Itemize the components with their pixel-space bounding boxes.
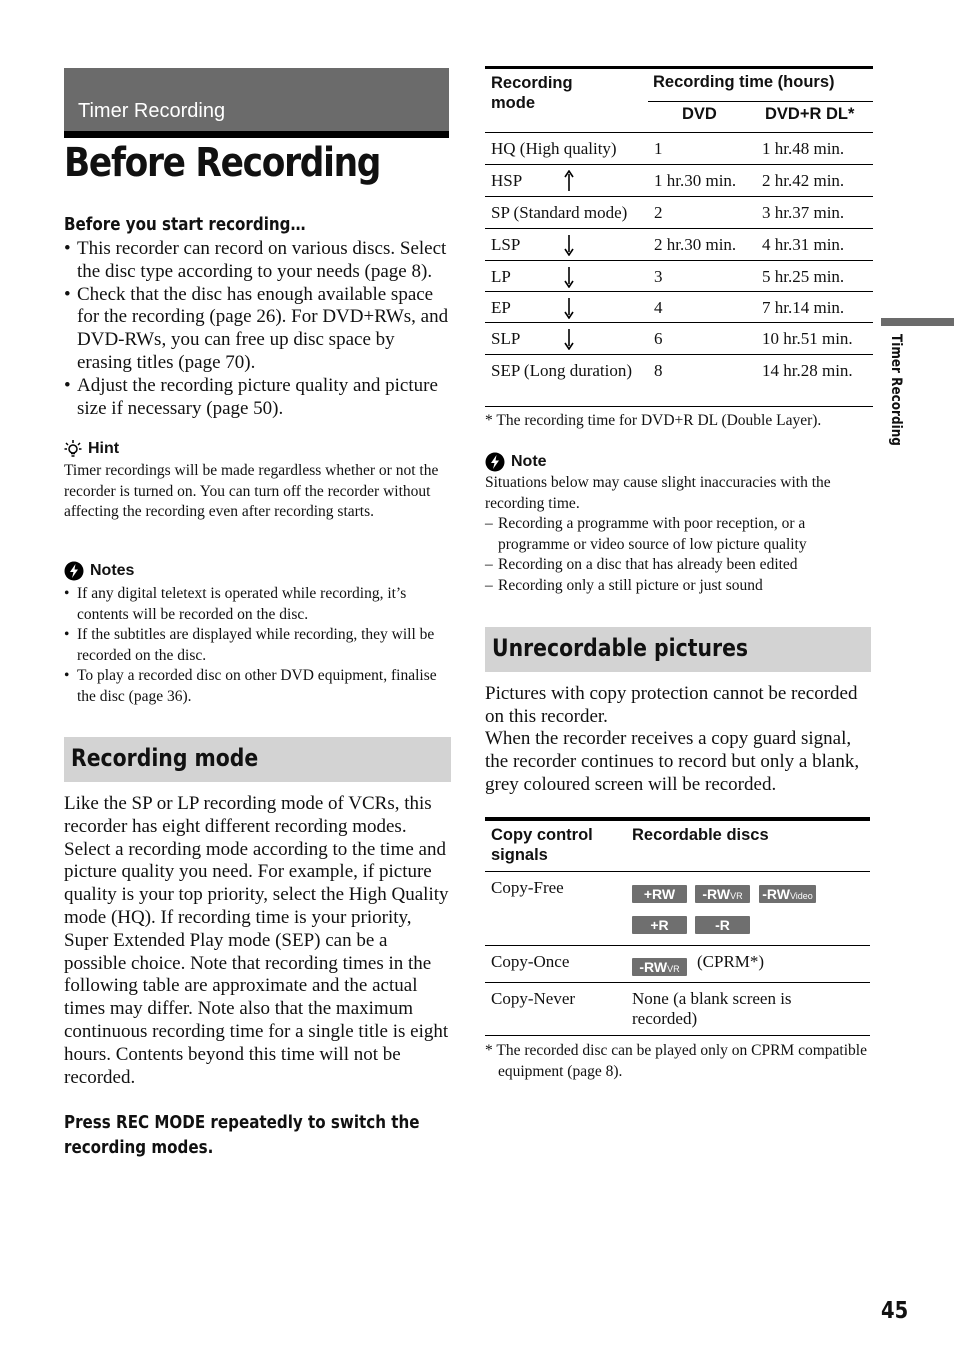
header-divider (648, 101, 873, 102)
dvd-time-cell: 2 (654, 203, 663, 222)
recording-time-table (485, 66, 873, 407)
col-dvd-r-dl: DVD+R DL* (765, 105, 855, 123)
unrecordable-heading: Unrecordable pictures (492, 634, 749, 662)
table-body (485, 133, 873, 407)
col-recording-mode: Recording mode (491, 74, 573, 112)
list-item: • This recorder can record on various discs. Select the disc type according to your needs (page 8). (64, 238, 450, 284)
discs-cell: (CPRM*) (697, 952, 765, 971)
copy-table-footnote: * The recorded disc can be played only on CPRM compatible equipment (page 8). (485, 1042, 867, 1080)
dvd-time-cell: 8 (654, 361, 663, 380)
arrow-up-icon (563, 170, 575, 192)
table-header (485, 69, 873, 133)
warning-icon (485, 452, 505, 472)
mode-cell: HQ (High quality) (491, 139, 617, 158)
col-recording-time: Recording time (hours) (653, 73, 835, 91)
rec-mode-instruction: Press REC MODE repeatedly to switch the recording modes. (64, 1112, 420, 1158)
hint-label: Hint (88, 440, 120, 457)
table-row (485, 323, 873, 355)
plus-r-logo: +R (632, 916, 687, 934)
dl-time-cell: 3 hr.37 min. (762, 203, 845, 222)
lightbulb-icon (64, 439, 82, 459)
notes-label: Notes (90, 562, 135, 579)
table-row (485, 261, 873, 292)
list-item: • If the subtitles are displayed while recording, they will be recorded on the disc. (64, 625, 450, 666)
arrow-down-icon (563, 328, 575, 350)
table-row (485, 355, 873, 407)
dl-time-cell: 2 hr.42 min. (762, 171, 845, 190)
note-list (485, 514, 871, 596)
page-number: 45 (881, 1298, 909, 1324)
note-label: Note (511, 453, 547, 470)
table-header (485, 821, 870, 872)
dl-time-cell: 7 hr.14 min. (762, 298, 845, 317)
unrecordable-heading-bar (485, 627, 871, 672)
minus-rw-video-logo: -RWVideo (759, 885, 816, 903)
list-item: • To play a recorded disc on other DVD equipment, finalise the disc (page 36). (64, 666, 450, 707)
notes-list (64, 584, 450, 708)
recording-mode-heading: Recording mode (71, 744, 259, 772)
list-item: – Recording on a disc that has already been edited (485, 555, 871, 576)
table-row (485, 229, 873, 261)
minus-rw-vr-logo: -RWVR (695, 885, 750, 903)
mode-cell: LSP (491, 235, 521, 254)
section-rule (64, 131, 449, 138)
copy-control-table (485, 817, 870, 1036)
list-item: – Recording a programme with poor reception, or a programme or video source of low picture quality (485, 514, 871, 555)
table-row (485, 197, 873, 229)
table-row (485, 165, 873, 197)
signal-cell: Copy-Never (491, 989, 576, 1008)
dvd-time-cell: 2 hr.30 min. (654, 235, 737, 254)
dl-time-cell: 10 hr.51 min. (762, 329, 853, 348)
warning-icon (64, 561, 84, 581)
dl-time-cell: 14 hr.28 min. (762, 361, 853, 380)
side-tab-marker (881, 318, 954, 326)
arrow-down-icon (563, 234, 575, 256)
mode-cell: SP (Standard mode) (491, 203, 628, 222)
table-row (485, 872, 870, 946)
list-item: – Recording only a still picture or just sound (485, 576, 871, 597)
mode-cell: LP (491, 267, 511, 286)
signal-cell: Copy-Once (491, 952, 570, 971)
time-table-footnote: * The recording time for DVD+R DL (Double Layer). (485, 412, 822, 429)
table-row (485, 946, 870, 983)
note-intro: Situations below may cause slight inaccuracies with the recording time. (485, 474, 831, 512)
mode-cell: SEP (Long duration) (491, 361, 633, 380)
dl-time-cell: 1 hr.48 min. (762, 139, 845, 158)
unrecordable-paragraph-2: When the recorder receives a copy guard signal, the recorder continues to record but only a blank, grey coloured screen will be recorded. (485, 728, 860, 795)
dvd-time-cell: 1 hr.30 min. (654, 171, 737, 190)
before-start-heading: Before you start recording… (64, 214, 306, 235)
table-row (485, 983, 870, 1036)
dl-time-cell: 4 hr.31 min. (762, 235, 845, 254)
dvd-time-cell: 4 (654, 298, 663, 317)
dl-time-cell: 5 hr.25 min. (762, 267, 845, 286)
arrow-down-icon (563, 297, 575, 319)
mode-cell: SLP (491, 329, 521, 348)
discs-cell: None (a blank screen is recorded) (632, 989, 792, 1028)
dvd-time-cell: 6 (654, 329, 663, 348)
table-row (485, 133, 873, 165)
col-dvd: DVD (682, 105, 717, 123)
recording-mode-heading-bar (64, 737, 451, 782)
col-copy-control-signals: Copy control signals (491, 826, 593, 864)
list-item: • Check that the disc has enough available space for the recording (page 26). For DVD+RWs, and DVD-RWs, you can free up disc space by erasing titles (page 70). (64, 284, 450, 375)
dvd-time-cell: 1 (654, 139, 663, 158)
table-row (485, 292, 873, 323)
arrow-down-icon (563, 266, 575, 288)
list-item: • Adjust the recording picture quality and picture size if necessary (page 50). (64, 375, 450, 421)
list-item: • If any digital teletext is operated while recording, it’s contents will be recorded on the disc. (64, 584, 450, 625)
note-heading (485, 452, 547, 472)
notes-heading (64, 561, 134, 581)
mode-cell: HSP (491, 171, 523, 190)
minus-r-logo: -R (695, 916, 750, 934)
minus-rw-vr-logo: -RWVR (632, 958, 687, 976)
before-start-list (64, 238, 450, 420)
side-section-label: Timer Recording (888, 334, 904, 446)
hint-heading (64, 439, 119, 459)
col-recordable-discs: Recordable discs (632, 826, 769, 844)
dvd-time-cell: 3 (654, 267, 663, 286)
section-header-bar (64, 68, 449, 132)
section-title: Timer Recording (78, 100, 226, 122)
plus-rw-logo: +RW (632, 885, 687, 903)
hint-text: Timer recordings will be made regardless whether or not the recorder is turned on. You can turn off the recorder without affecting the recording even after recording starts. (64, 462, 439, 521)
page-title: Before Recording (64, 140, 381, 186)
signal-cell: Copy-Free (491, 878, 564, 897)
recording-mode-paragraph: Like the SP or LP recording mode of VCRs, this recorder has eight different recording modes. Select a recording mode according to the time and picture quality you need. For example, if picture quality is your top priority, select the High Quality mode (HQ). If recording time is your priority, Super Extended Play mode (SEP) can be a possible choice. Note that recording times in the following table are approximate and the actual times may differ. Note also that the maximum continuous recording time for a single title is eight hours. Contents beyond this time will not be recorded. (64, 793, 449, 1088)
mode-cell: EP (491, 298, 511, 317)
unrecordable-paragraph-1: Pictures with copy protection cannot be recorded on this recorder. (485, 683, 858, 727)
